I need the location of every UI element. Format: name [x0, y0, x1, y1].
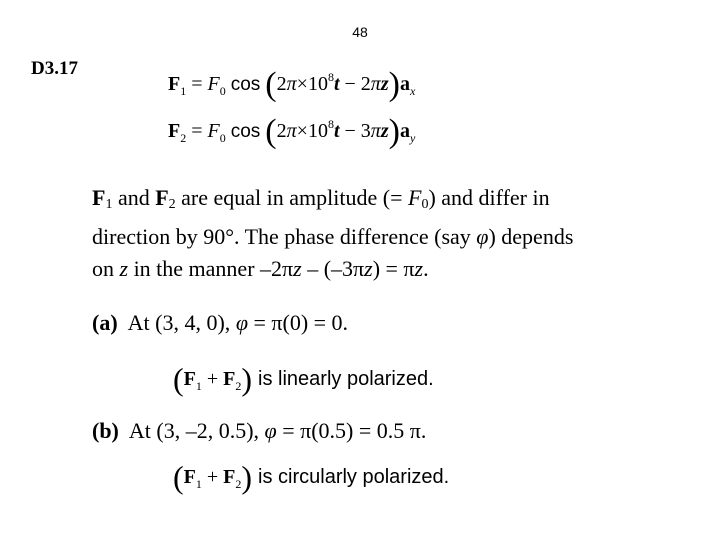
case-b: (b) At (3, –2, 0.5), φ = π(0.5) = 0.5 π. [92, 418, 427, 443]
paragraph-line-3: on z in the manner –2πz – (–3πz) = πz. [92, 256, 429, 281]
case-a: (a) At (3, 4, 0), φ = π(0) = 0. [92, 310, 349, 335]
problem-id: D3.17 [31, 58, 78, 79]
result-b: $(F_1 + F_2)$ is circularly polarized. [173, 459, 450, 495]
paragraph-line-1: $F_1$ and $F_2$ are equal in amplitude (= $F_0$) and differ in [92, 185, 550, 212]
equation-f1: $F_1 = F_0$ $\cos (2\pi\times 10^8t - 2\pi z)a_x$ [168, 66, 416, 103]
page-number: 48 [352, 24, 368, 40]
paragraph-line-2: direction by 90°. The phase difference (say φ) depends [92, 224, 574, 249]
result-a: $(F_1 + F_2)$ is linearly polarized. [173, 361, 434, 397]
equation-f2: $F_2 = F_0$ $\cos (2\pi\times 10^8t - 3\pi z)a_y$ [168, 113, 416, 150]
explanation-paragraph [92, 182, 573, 285]
